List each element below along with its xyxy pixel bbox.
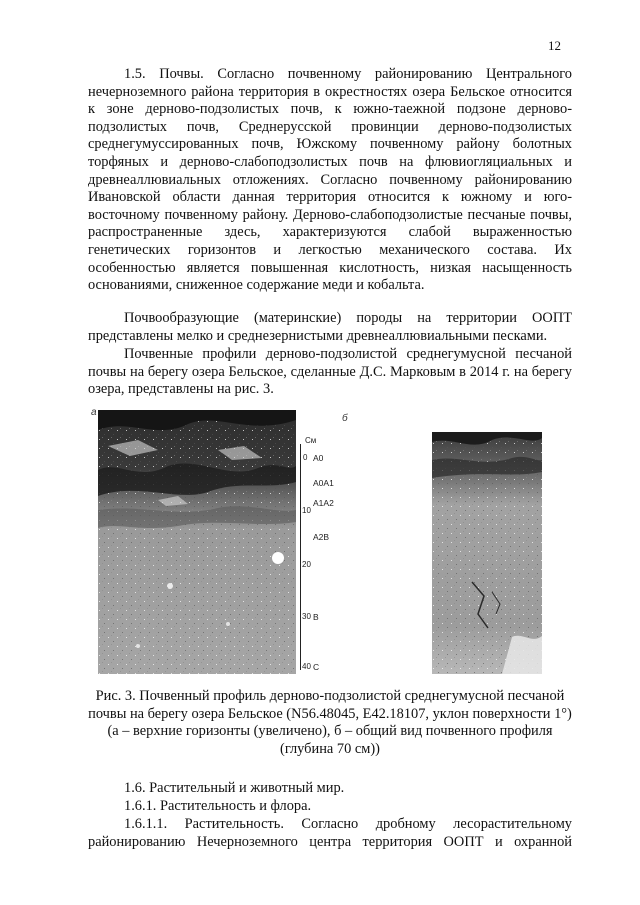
page-number: 12: [548, 38, 561, 53]
paragraph-vegetation-line-1: 1.6.1.1. Растительность. Согласно дробному лесорастительному: [124, 816, 572, 832]
paragraph-vegetation-line-2: районированию Нечерноземного центра территория ООПТ и охранной: [88, 834, 572, 850]
figure-label-b: б: [342, 413, 348, 424]
horizon-c: C: [313, 662, 320, 672]
figure-caption: Рис. 3. Почвенный профиль дерново-подзолистой среднегумусной песчаной почвы на берегу озера Бельское (N56.48045, E42.18107, уклон поверхности 1°) (а – верхние горизонты (увеличено), б – общий вид почвенного профиля (глубина 70 см)): [88, 688, 572, 757]
soil-photo-general-profile: [432, 432, 542, 674]
depth-tick-30: 30: [302, 612, 311, 621]
depth-scale-unit: См: [305, 436, 317, 445]
depth-tick-40: 40: [302, 662, 311, 671]
paragraph-profiles: Почвенные профили дерново-подзолистой среднегумусной песчаной почвы на берегу озера Бельское, сделанные Д.С. Марковым в 2014 г. на берегу озера, представлены на рис. 3.: [88, 346, 572, 398]
depth-tick-10: 10: [302, 506, 311, 515]
figure-label-a: а: [91, 407, 97, 418]
paragraph-soils: 1.5. Почвы. Согласно почвенному районированию Центрального нечерноземного района территория в окрестностях озера Бельское относится к зоне дерново-подзолистых почв, к южно-таежной подзоне дерново-подзолистых почв, Среднерусской провинции дерново-подзолистых среднегумуссированных почв, Южскому почвенному району болотных торфяных и дерново-слабоподзолистых почв на флювиогляциальных и древнеаллювиальных отложениях. Согласно почвенному районированию Ивановской области данная территория относится к южному и юго-восточному почвенному району. Дерново-слабоподзолистые песчаные почвы, распространенные здесь, характеризуются слабой выраженностью генетических горизонтов и легкостью механического состава. Их особенностью является повышенная кислотность, низкая насыщенность основаниями, сниженное содержание меди и кобальта.: [88, 66, 572, 294]
section-heading-1-6-1: 1.6.1. Растительность и флора.: [124, 798, 312, 814]
section-heading-1-6: 1.6. Растительный и животный мир.: [124, 780, 345, 796]
horizon-a1a2: A1A2: [313, 498, 334, 508]
horizon-a0: A0: [313, 453, 324, 463]
horizon-b: B: [313, 612, 319, 622]
horizon-a2b: A2B: [313, 532, 330, 542]
depth-tick-20: 20: [302, 560, 311, 569]
paragraph-parent-rocks: Почвообразующие (материнские) породы на территории ООПТ представлены мелко и среднезернистыми древнеаллювиальными песками.: [88, 310, 572, 344]
depth-tick-0: 0: [303, 453, 308, 462]
horizon-a0a1: A0A1: [313, 478, 334, 488]
soil-photo-upper-horizons: [98, 410, 296, 674]
